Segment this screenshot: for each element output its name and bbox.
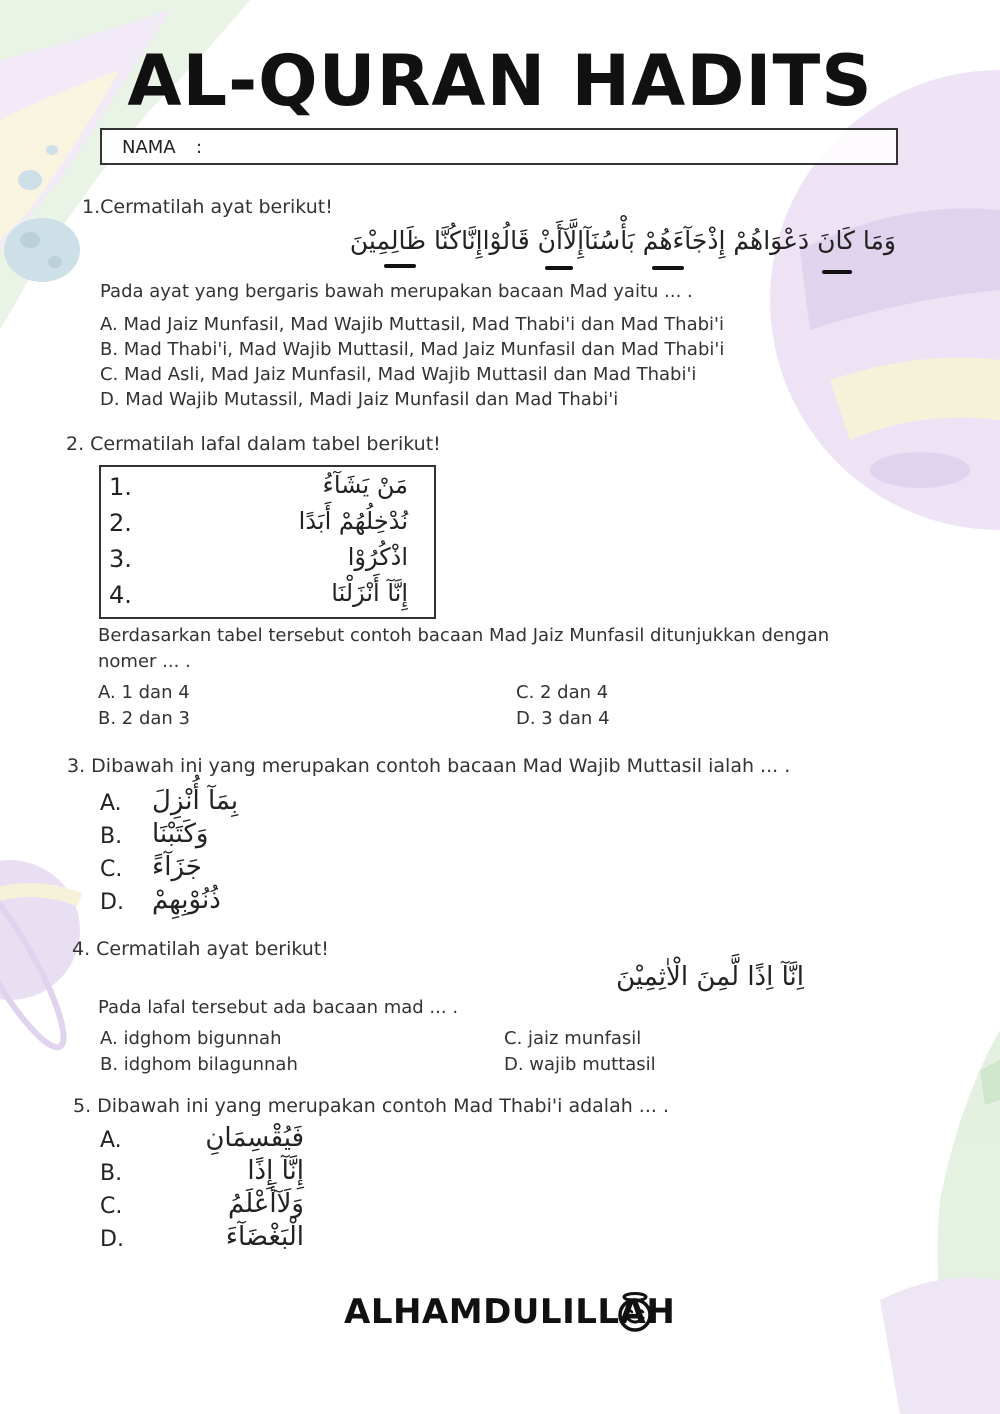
name-colon: : — [196, 137, 203, 158]
q4-ayat: اِنَّآ اِذًا لَّمِنَ الْاٰثِمِيْنَ — [616, 962, 804, 992]
row-arabic: نُدْخِلُهُمْ أَبَدًا — [298, 507, 408, 535]
q5-option-b-arabic[interactable]: إِنَّآ إِذًا — [247, 1156, 304, 1186]
table-row — [101, 543, 434, 579]
q1-underline-1 — [822, 270, 852, 274]
q1-question: Pada ayat yang bergaris bawah merupakan bacaan Mad yaitu ... . — [100, 281, 693, 302]
q1-option-d[interactable]: D. Mad Wajib Mutassil, Madi Jaiz Munfasil dan Mad Thabi'i — [100, 389, 619, 410]
page-title: AL-QURAN HADITS — [127, 40, 873, 122]
q3-option-d-arabic[interactable]: ذُنُوْبِهِمْ — [152, 885, 221, 915]
q1-underline-2 — [652, 266, 684, 270]
q2-table — [99, 465, 436, 619]
q1-prompt: 1.Cermatilah ayat berikut! — [82, 196, 333, 218]
q3-option-d-letter[interactable]: D. — [100, 890, 124, 915]
q5-option-d-letter[interactable]: D. — [100, 1227, 124, 1252]
q1-option-b[interactable]: B. Mad Thabi'i, Mad Wajib Muttasil, Mad Jaiz Munfasil dan Mad Thabi'i — [100, 339, 725, 360]
q3-option-a-arabic[interactable]: بِمَآ أُنْزِلَ — [152, 786, 239, 816]
footer-text: ALHAMDULILLAH — [344, 1292, 676, 1332]
q5-option-b-letter[interactable]: B. — [100, 1161, 123, 1186]
q5-option-a-arabic[interactable]: فَيُقْسِمَانِ — [205, 1123, 304, 1153]
q3-option-b-arabic[interactable]: وَكَتَبْنَا — [152, 819, 209, 849]
q2-question-line2: nomer ... . — [98, 651, 191, 672]
q1-option-c[interactable]: C. Mad Asli, Mad Jaiz Munfasil, Mad Wajib Muttasil dan Mad Thabi'i — [100, 364, 697, 385]
row-arabic: اذْكُرُوْا — [347, 543, 408, 571]
q4-prompt: 4. Cermatilah ayat berikut! — [72, 938, 329, 960]
name-field[interactable] — [100, 128, 898, 165]
q5-option-c-letter[interactable]: C. — [100, 1194, 123, 1219]
table-row — [101, 471, 434, 507]
row-number: 1. — [109, 473, 132, 501]
q2-question-line1: Berdasarkan tabel tersebut contoh bacaan Mad Jaiz Munfasil ditunjukkan dengan — [98, 625, 830, 646]
row-number: 2. — [109, 509, 132, 537]
q3-option-c-arabic[interactable]: جَزَآءً — [152, 852, 202, 882]
table-row — [101, 579, 434, 615]
q5-option-a-letter[interactable]: A. — [100, 1128, 122, 1153]
q2-option-a[interactable]: A. 1 dan 4 — [98, 682, 190, 703]
q4-option-b[interactable]: B. idghom bilagunnah — [100, 1054, 298, 1075]
q1-underline-3 — [545, 266, 573, 270]
name-label: NAMA — [122, 137, 176, 158]
q2-option-c[interactable]: C. 2 dan 4 — [516, 682, 609, 703]
row-arabic: مَنْ يَشَآءُ — [322, 471, 408, 499]
q3-prompt: 3. Dibawah ini yang merupakan contoh bacaan Mad Wajib Muttasil ialah ... . — [67, 755, 791, 777]
q4-option-a[interactable]: A. idghom bigunnah — [100, 1028, 282, 1049]
row-number: 3. — [109, 545, 132, 573]
row-arabic: إِنَّآ أَنْزَلْنَا — [331, 579, 408, 607]
smiling-face-with-halo-icon — [616, 1292, 654, 1332]
q4-option-c[interactable]: C. jaiz munfasil — [504, 1028, 642, 1049]
q3-option-a-letter[interactable]: A. — [100, 791, 122, 816]
row-number: 4. — [109, 581, 132, 609]
q2-option-b[interactable]: B. 2 dan 3 — [98, 708, 191, 729]
q5-prompt: 5. Dibawah ini yang merupakan contoh Mad Thabi'i adalah ... . — [73, 1095, 669, 1117]
q5-option-c-arabic[interactable]: وَلَآأَعْلَمُ — [227, 1189, 304, 1219]
q5-option-d-arabic[interactable]: الْبَغْضَآءَ — [225, 1222, 304, 1252]
q3-option-b-letter[interactable]: B. — [100, 824, 123, 849]
q1-ayat: وَمَا كَانَ دَعْوَاهُمْ إِذْجَآءَهُمْ بَأْسُنَآإِلَّآأَنْ قَالُوْاإِنَّاكُنَّا ظَالِمِيْنَ — [349, 226, 896, 255]
q4-question: Pada lafal tersebut ada bacaan mad ... . — [98, 997, 459, 1018]
q2-option-d[interactable]: D. 3 dan 4 — [516, 708, 610, 729]
q1-option-a[interactable]: A. Mad Jaiz Munfasil, Mad Wajib Muttasil, Mad Thabi'i dan Mad Thabi'i — [100, 314, 724, 335]
table-row — [101, 507, 434, 543]
q2-prompt: 2. Cermatilah lafal dalam tabel berikut! — [66, 433, 441, 455]
q3-option-c-letter[interactable]: C. — [100, 857, 123, 882]
q4-option-d[interactable]: D. wajib muttasil — [504, 1054, 656, 1075]
q1-underline-4 — [384, 264, 416, 268]
